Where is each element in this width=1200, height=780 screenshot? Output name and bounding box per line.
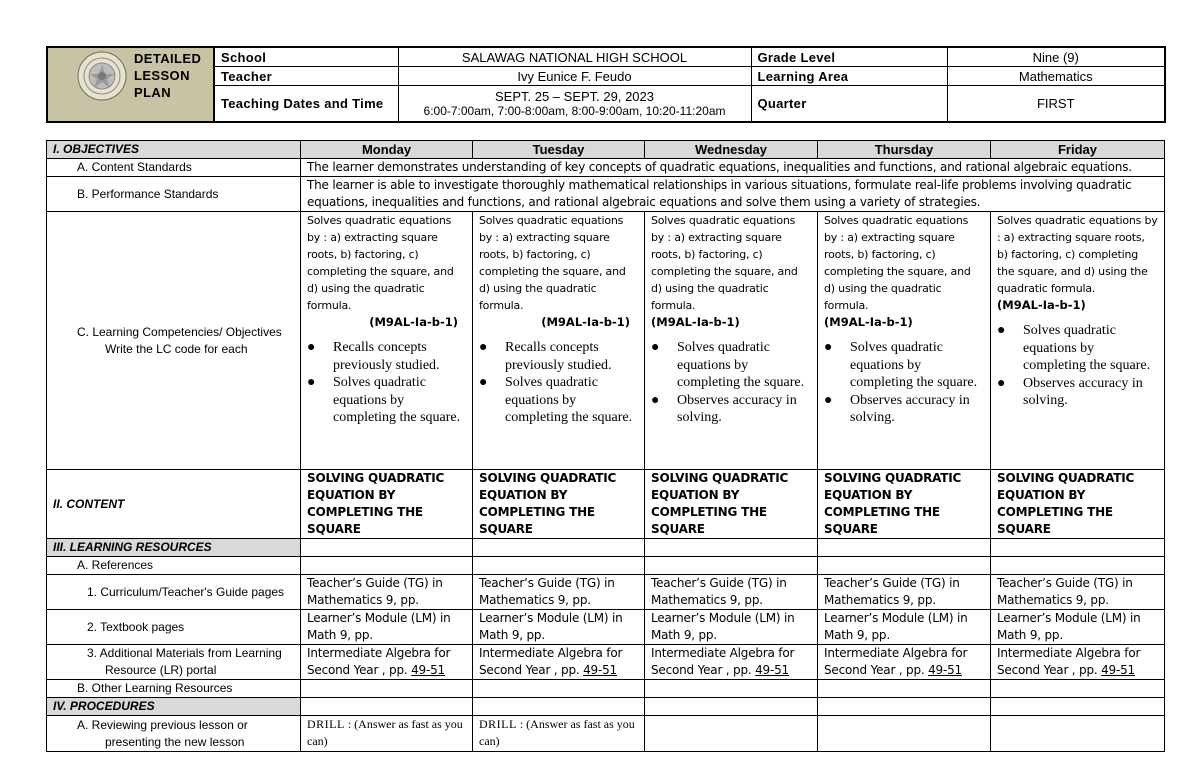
objective-list	[307, 339, 466, 427]
lc-cell-wednesday	[645, 212, 818, 470]
empty-cell	[301, 557, 473, 575]
area-label: Learning Area	[751, 67, 947, 86]
lc-code: (M9AL-Ia-b-1)	[541, 315, 630, 329]
performance-standards-label: B. Performance Standards	[47, 177, 301, 212]
dates-label: Teaching Dates and Time	[214, 86, 398, 122]
tg-text: Teacher’s Guide (TG) in Mathematics 9, pp.	[301, 575, 473, 610]
lm-text: Learner’s Module (LM) in Math 9, pp.	[301, 610, 473, 645]
tg-text: Teacher’s Guide (TG) in Mathematics 9, pp.	[991, 575, 1165, 610]
empty-cell	[473, 539, 645, 557]
content-topic-tuesday: SOLVING QUADRATIC EQUATION BY COMPLETING THE SQUARE	[473, 470, 645, 539]
lc-text: Solves quadratic equations by : a) extracting square roots, b) factoring, c) completing the square, and d) using the quadratic formula.	[651, 214, 798, 312]
empty-cell	[818, 698, 991, 716]
list-item: ● Solves quadratic equations by completing the square.	[997, 322, 1158, 375]
empty-cell	[301, 698, 473, 716]
lc-text: Solves quadratic equations by : a) extracting square roots, b) factoring, c) completing the square, and d) using the quadratic formula.	[307, 214, 454, 312]
content-topic-wednesday: SOLVING QUADRATIC EQUATION BY COMPLETING THE SQUARE	[645, 470, 818, 539]
lr-pages: 49-51	[583, 663, 617, 677]
teacher-value: Ivy Eunice F. Feudo	[398, 67, 751, 86]
lr-label: 3. Additional Materials from Learning Resource (LR) portal	[47, 645, 301, 680]
list-item: ● Recalls concepts previously studied.	[307, 339, 466, 374]
other-resources-label: B. Other Learning Resources	[47, 680, 301, 698]
lc-cell-tuesday	[473, 212, 645, 470]
lesson-plan-table	[46, 140, 1165, 752]
list-item: ● Solves quadratic equations by completing the square.	[651, 339, 811, 392]
lc-code: (M9AL-Ia-b-1)	[651, 315, 740, 329]
tg-text: Teacher’s Guide (TG) in Mathematics 9, pp.	[818, 575, 991, 610]
empty-cell	[473, 557, 645, 575]
lc-text: Solves quadratic equations by : a) extracting square roots, b) factoring, c) completing the square, and d) using the quadratic formula.	[479, 214, 626, 312]
list-item: ● Recalls concepts previously studied.	[479, 339, 638, 374]
lc-text: Solves quadratic equations by : a) extracting square roots, b) factoring, c) completing the square, and d) using the quadratic formula.	[997, 214, 1158, 295]
times-value: 6:00-7:00am, 7:00-8:00am, 8:00-9:00am, 10:20-11:20am	[423, 103, 726, 118]
empty-cell	[991, 680, 1165, 698]
day-wednesday: Wednesday	[645, 141, 818, 159]
empty-cell	[473, 680, 645, 698]
empty-cell	[818, 557, 991, 575]
lm-text: Learner’s Module (LM) in Math 9, pp.	[991, 610, 1165, 645]
objective-list	[479, 339, 638, 427]
resources-heading: III. LEARNING RESOURCES	[47, 539, 301, 557]
list-item: ● Solves quadratic equations by completing the square.	[307, 374, 466, 427]
lc-code: (M9AL-Ia-b-1)	[997, 298, 1086, 312]
dates-range: SEPT. 25 – SEPT. 29, 2023	[495, 88, 654, 104]
list-item: ● Observes accuracy in solving.	[824, 392, 984, 427]
day-monday: Monday	[301, 141, 473, 159]
quarter-value: FIRST	[947, 86, 1165, 122]
learning-competencies-label: C. Learning Competencies/ Objectives Write the LC code for each	[47, 212, 301, 470]
area-value: Mathematics	[947, 67, 1165, 86]
grade-label: Grade Level	[751, 47, 947, 67]
empty-cell	[818, 539, 991, 557]
day-thursday: Thursday	[818, 141, 991, 159]
references-label: A. References	[47, 557, 301, 575]
procedures-heading: IV. PROCEDURES	[47, 698, 301, 716]
list-item: ● Solves quadratic equations by completing the square.	[824, 339, 984, 392]
day-friday: Friday	[991, 141, 1165, 159]
lc-code: (M9AL-Ia-b-1)	[824, 315, 913, 329]
tg-label: 1. Curriculum/Teacher's Guide pages	[47, 575, 301, 610]
lr-pages: 49-51	[1101, 663, 1135, 677]
lc-text: Solves quadratic equations by : a) extracting square roots, b) factoring, c) completing the square, and d) using the quadratic formula.	[824, 214, 971, 312]
empty-cell	[991, 539, 1165, 557]
objectives-heading: I. OBJECTIVES	[47, 141, 301, 159]
empty-cell	[645, 557, 818, 575]
empty-cell	[991, 716, 1165, 752]
lc-cell-monday	[301, 212, 473, 470]
logo-cell	[47, 47, 214, 122]
empty-cell	[645, 539, 818, 557]
deped-seal-icon	[76, 50, 128, 102]
lc-cell-thursday	[818, 212, 991, 470]
content-topic-friday: SOLVING QUADRATIC EQUATION BY COMPLETING THE SQUARE	[991, 470, 1165, 539]
drill-monday: DRILL : (Answer as fast as you can)	[301, 716, 473, 752]
list-item: ● Solves quadratic equations by completing the square.	[479, 374, 638, 427]
performance-standards-text: The learner is able to investigate thoroughly mathematical relationships in various situations, formulate real-life problems involving quadratic equations, inequalities and functions, and rational algebraic equations and solve them using a variety of strategies.	[301, 177, 1165, 212]
content-standards-text: The learner demonstrates understanding of key concepts of quadratic equations, inequalities and functions, and rational algebraic equations.	[301, 159, 1165, 177]
lm-text: Learner’s Module (LM) in Math 9, pp.	[818, 610, 991, 645]
empty-cell	[301, 680, 473, 698]
empty-cell	[645, 698, 818, 716]
school-label: School	[214, 47, 398, 67]
empty-cell	[991, 698, 1165, 716]
content-heading: II. CONTENT	[47, 470, 301, 539]
teacher-label: Teacher	[214, 67, 398, 86]
lr-pages: 49-51	[928, 663, 962, 677]
empty-cell	[645, 680, 818, 698]
objective-list	[651, 339, 811, 427]
header-table	[46, 46, 1166, 123]
empty-cell	[991, 557, 1165, 575]
lr-text: Intermediate Algebra for Second Year , pp. 49-51	[991, 645, 1165, 680]
dlp-title: DETAILED LESSON PLAN	[134, 51, 202, 100]
list-item: ● Observes accuracy in solving.	[651, 392, 811, 427]
school-value: SALAWAG NATIONAL HIGH SCHOOL	[398, 47, 751, 67]
empty-cell	[645, 716, 818, 752]
lc-code: (M9AL-Ia-b-1)	[369, 315, 458, 329]
grade-value: Nine (9)	[947, 47, 1165, 67]
list-item: ● Observes accuracy in solving.	[997, 375, 1158, 410]
lm-text: Learner’s Module (LM) in Math 9, pp.	[473, 610, 645, 645]
tg-text: Teacher’s Guide (TG) in Mathematics 9, pp.	[645, 575, 818, 610]
dates-value	[398, 86, 751, 122]
lm-label: 2. Textbook pages	[47, 610, 301, 645]
content-standards-label: A. Content Standards	[47, 159, 301, 177]
content-topic-monday: SOLVING QUADRATIC EQUATION BY COMPLETING THE SQUARE	[301, 470, 473, 539]
quarter-label: Quarter	[751, 86, 947, 122]
lm-text: Learner’s Module (LM) in Math 9, pp.	[645, 610, 818, 645]
drill-tuesday: DRILL : (Answer as fast as you can)	[473, 716, 645, 752]
lr-text: Intermediate Algebra for Second Year , pp. 49-51	[645, 645, 818, 680]
empty-cell	[301, 539, 473, 557]
day-tuesday: Tuesday	[473, 141, 645, 159]
empty-cell	[473, 698, 645, 716]
empty-cell	[818, 716, 991, 752]
review-label: A. Reviewing previous lesson or presenting the new lesson	[47, 716, 301, 752]
lr-text: Intermediate Algebra for Second Year , pp. 49-51	[473, 645, 645, 680]
tg-text: Teacher’s Guide (TG) in Mathematics 9, pp.	[473, 575, 645, 610]
lr-text: Intermediate Algebra for Second Year , pp. 49-51	[818, 645, 991, 680]
objective-list	[997, 322, 1158, 410]
lr-pages: 49-51	[411, 663, 445, 677]
objective-list	[824, 339, 984, 427]
content-topic-thursday: SOLVING QUADRATIC EQUATION BY COMPLETING THE SQUARE	[818, 470, 991, 539]
lr-pages: 49-51	[755, 663, 789, 677]
lr-text: Intermediate Algebra for Second Year , pp. 49-51	[301, 645, 473, 680]
empty-cell	[818, 680, 991, 698]
lc-cell-friday	[991, 212, 1165, 470]
